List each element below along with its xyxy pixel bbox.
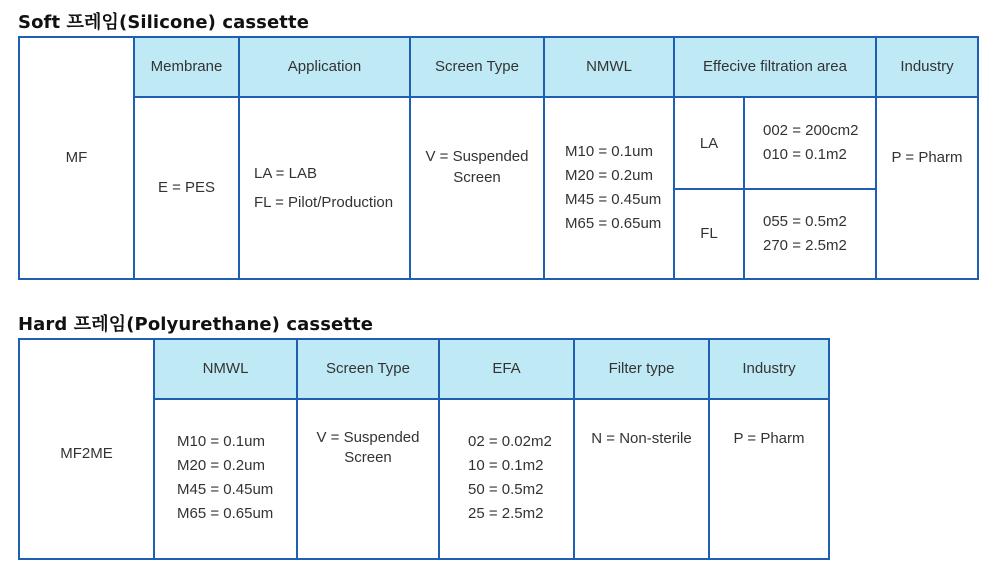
efa-line: 10 = 0.1m2 — [468, 457, 544, 474]
header-screen-type: Screen Type — [297, 339, 439, 399]
cell-efa-la-values — [744, 97, 876, 189]
header-industry: Industry — [876, 37, 978, 97]
nmwl-line: M45 = 0.45um — [177, 481, 274, 498]
header-membrane: Membrane — [134, 37, 239, 97]
nmwl-line: M20 = 0.2um — [565, 167, 653, 184]
application-line: FL = Pilot/Production — [254, 194, 394, 211]
header-filter-type: Filter type — [574, 339, 709, 399]
nmwl-line: M20 = 0.2um — [177, 457, 265, 474]
cell-efa-fl-values — [744, 189, 876, 279]
cell-efa — [439, 399, 574, 559]
nmwl-line: M10 = 0.1um — [177, 433, 265, 450]
cell-industry: P = Pharm — [709, 399, 829, 559]
efa-line: 055 = 0.5m2 — [763, 213, 847, 230]
section-title-soft-cassette: Soft 프레임(Silicone) cassette — [18, 12, 310, 33]
header-efa: EFA — [439, 339, 574, 399]
nmwl-line: M65 = 0.65um — [565, 215, 662, 232]
screen-type-line: Screen — [344, 449, 392, 466]
header-application: Application — [239, 37, 410, 97]
efa-line: 010 = 0.1m2 — [763, 146, 847, 163]
cell-nmwl — [154, 399, 297, 559]
nmwl-line: M10 = 0.1um — [565, 143, 653, 160]
header-nmwl: NMWL — [154, 339, 297, 399]
efa-line: 002 = 200cm2 — [763, 122, 859, 139]
header-screen-type: Screen Type — [410, 37, 544, 97]
cell-filter-type: N = Non-sterile — [574, 399, 709, 559]
screen-type-line: V = Suspended — [316, 429, 420, 446]
soft-cassette-table — [18, 36, 979, 280]
efa-line: 50 = 0.5m2 — [468, 481, 544, 498]
section-title-hard-cassette: Hard 프레임(Polyurethane) cassette — [18, 314, 374, 335]
header-industry: Industry — [709, 339, 829, 399]
cell-efa-la-label: LA — [674, 97, 744, 189]
efa-line: 270 = 2.5m2 — [763, 237, 847, 254]
row-label-mf2me: MF2ME — [19, 339, 154, 559]
cell-nmwl — [544, 97, 674, 279]
nmwl-line: M65 = 0.65um — [177, 505, 274, 522]
screen-type-line: Screen — [453, 169, 501, 186]
header-nmwl: NMWL — [544, 37, 674, 97]
efa-line: 25 = 2.5m2 — [468, 505, 544, 522]
header-effective-filtration-area: Effecive filtration area — [674, 37, 876, 97]
hard-cassette-table — [18, 338, 830, 560]
cell-industry: P = Pharm — [876, 97, 978, 279]
cell-membrane: E = PES — [134, 97, 239, 279]
cell-screen-type — [410, 97, 544, 279]
row-label-mf: MF — [19, 37, 134, 279]
cell-screen-type — [297, 399, 439, 559]
application-line: LA = LAB — [254, 165, 317, 182]
efa-line: 02 = 0.02m2 — [468, 433, 552, 450]
screen-type-line: V = Suspended — [425, 148, 529, 165]
nmwl-line: M45 = 0.45um — [565, 191, 662, 208]
cell-application — [239, 97, 410, 279]
cell-efa-fl-label: FL — [674, 189, 744, 279]
